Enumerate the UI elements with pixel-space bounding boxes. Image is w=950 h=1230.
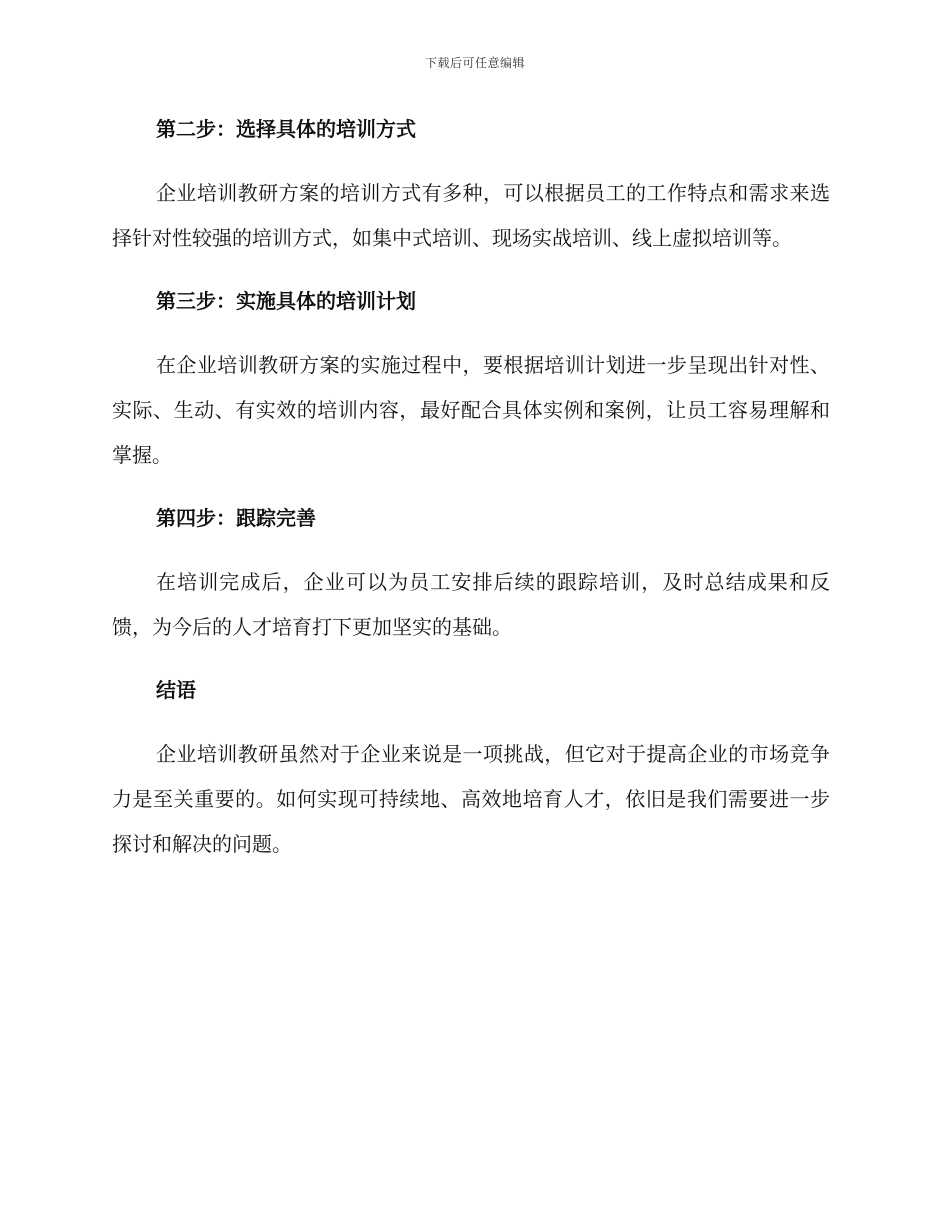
section-paragraph-step-two: 企业培训教研方案的培训方式有多种，可以根据员工的工作特点和需求来选择针对性较强的培训方式，如集中式培训、现场实战培训、线上虚拟培训等。 [112, 181, 830, 250]
section-heading-step-three: 第三步：实施具体的培训计划 [156, 289, 416, 313]
section-heading-step-four: 第四步：跟踪完善 [156, 506, 316, 530]
section-heading-step-two: 第二步：选择具体的培训方式 [156, 117, 416, 141]
page-header-note: 下载后可任意编辑 [424, 56, 525, 70]
section-paragraph-step-four: 在培训完成后，企业可以为员工安排后续的跟踪培训，及时总结成果和反馈，为今后的人才培育打下更加坚实的基础。 [112, 570, 830, 639]
section-paragraph-step-three: 在企业培训教研方案的实施过程中，要根据培训计划进一步呈现出针对性、实际、生动、有实效的培训内容，最好配合具体实例和案例，让员工容易理解和掌握。 [112, 353, 830, 467]
section-heading-conclusion: 结语 [156, 678, 196, 702]
document-body [112, 114, 830, 867]
section-paragraph-conclusion: 企业培训教研虽然对于企业来说是一项挑战，但它对于提高企业的市场竞争力是至关重要的。如何实现可持续地、高效地培育人才，依旧是我们需要进一步探讨和解决的问题。 [112, 742, 830, 856]
